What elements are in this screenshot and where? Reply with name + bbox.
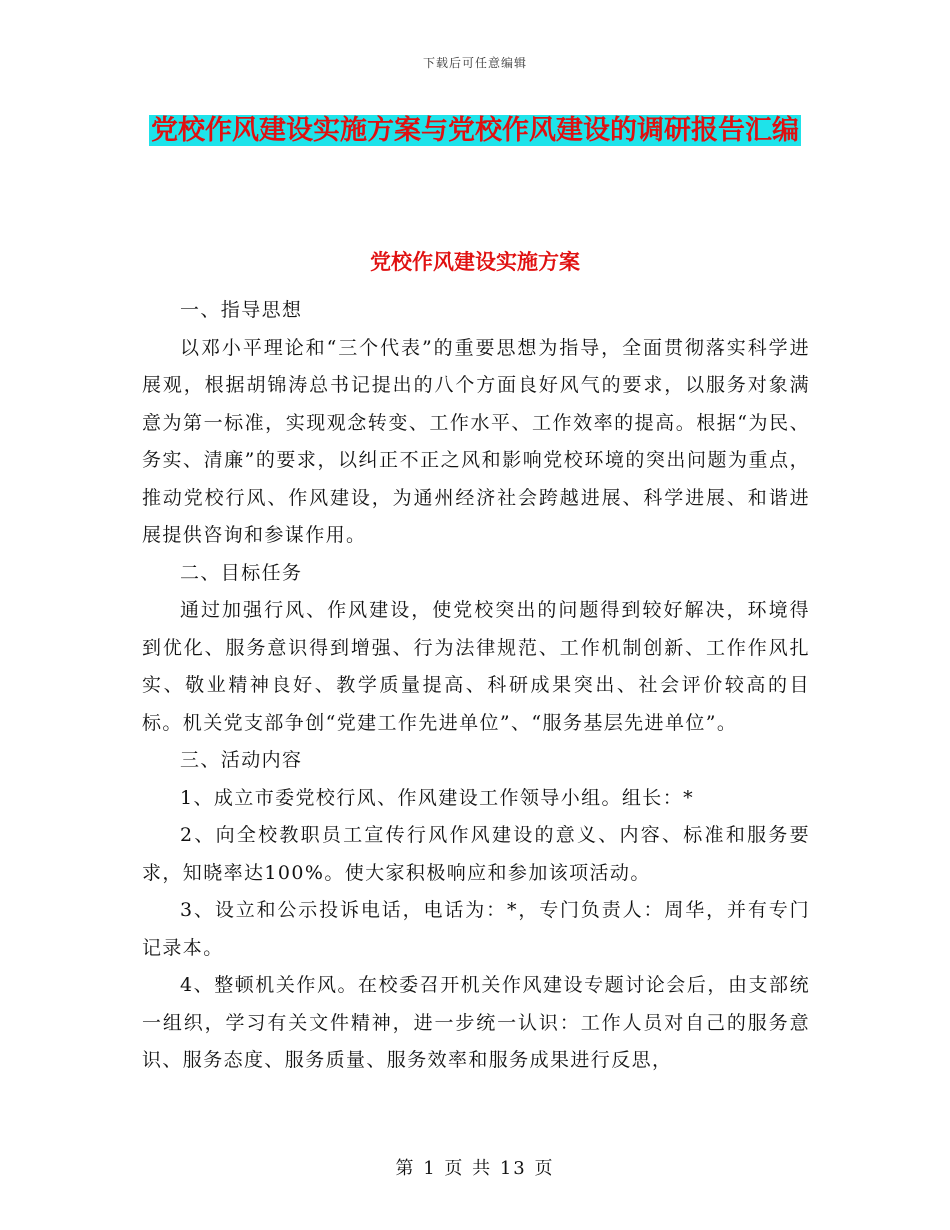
header-note: 下载后可任意编辑 — [422, 56, 527, 70]
heading-goals-tasks: 二、目标任务 — [180, 561, 303, 584]
section-title: 党校作风建设实施方案 — [370, 249, 580, 274]
paragraph-item-2: 2、向全校教职员工宣传行风作风建设的意义、内容、标准和服务要求，知晓率达100%。使大家积极响应和参加该项活动。 — [142, 824, 810, 884]
document-body — [142, 292, 810, 1080]
document-title — [140, 108, 810, 154]
paragraph-item-3: 3、设立和公示投诉电话，电话为：*，专门负责人：周华，并有专门记录本。 — [142, 899, 810, 959]
document-title-text: 党校作风建设实施方案与党校作风建设的调研报告汇编 — [151, 115, 799, 146]
paragraph-guiding-ideology: 以邓小平理论和“三个代表”的重要思想为指导，全面贯彻落实科学进展观，根据胡锦涛总书记提出的八个方面良好风气的要求，以服务对象满意为第一标准，实现观念转变、工作水平、工作效率的提高。根据“为民、务实、清廉”的要求，以纠正不正之风和影响党校环境的突出问题为重点，推动党校行风、作风建设，为通州经济社会跨越进展、科学进展、和谐进展提供咨询和参谋作用。 — [142, 336, 810, 546]
heading-activity-content: 三、活动内容 — [180, 749, 303, 771]
paragraph-goals-tasks: 通过加强行风、作风建设，使党校突出的问题得到较好解决，环境得到优化、服务意识得到增强、行为法律规范、工作机制创新、工作作风扎实、敬业精神良好、教学质量提高、科研成果突出、社会评价较高的目标。机关党支部争创“党建工作先进单位”、“服务基层先进单位”。 — [142, 599, 810, 734]
heading-guiding-ideology: 一、指导思想 — [180, 299, 303, 321]
paragraph-item-4: 4、整顿机关作风。在校委召开机关作风建设专题讨论会后，由支部统一组织，学习有关文件精神，进一步统一认识：工作人员对自己的服务意识、服务态度、服务质量、服务效率和服务成果进行反思， — [142, 974, 810, 1071]
paragraph-item-1: 1、成立市委党校行风、作风建设工作领导小组。组长：* — [180, 786, 694, 809]
page-footer: 第 1 页 共 13 页 — [395, 1158, 555, 1179]
